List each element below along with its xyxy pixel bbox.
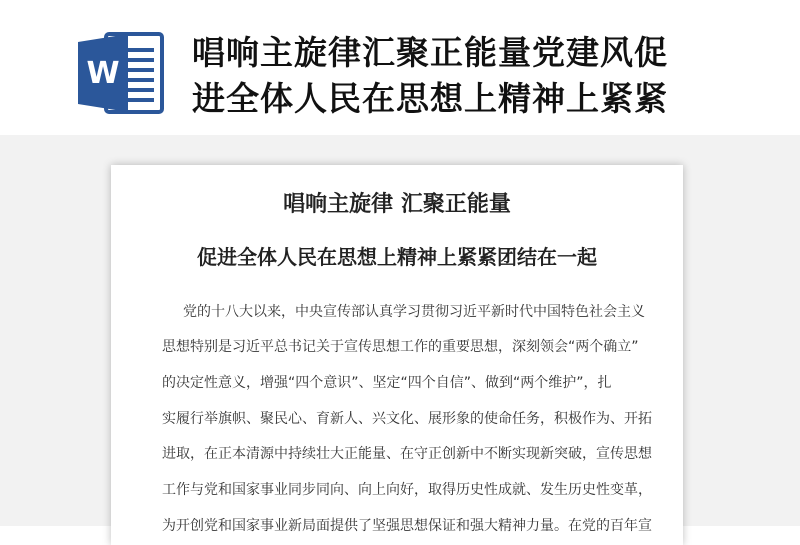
paragraph-line-5: 进取，在正本清源中持续壮大正能量、在守正创新中不断实现新突破，宣传思想 xyxy=(162,446,652,462)
banner-title-line-1: 唱响主旋律汇聚正能量党建风促 xyxy=(192,33,668,72)
document-subtitle: 促进全体人民在思想上精神上紧紧团结在一起 xyxy=(197,245,597,269)
banner xyxy=(0,0,800,135)
banner-title xyxy=(192,30,712,122)
document-page xyxy=(111,165,683,545)
paragraph-line-2: 思想特别是习近平总书记关于宣传思想工作的重要思想，深刻领会“两个确立” xyxy=(162,339,639,355)
word-icon-letter: W xyxy=(86,56,120,91)
word-icon xyxy=(76,32,164,114)
paragraph-line-7: 为开创党和国家事业新局面提供了坚强思想保证和强大精神力量。在党的百年宣 xyxy=(162,518,652,534)
paragraph-line-4: 实履行举旗帜、聚民心、育新人、兴文化、展形象的使命任务，积极作为、开拓 xyxy=(162,411,652,427)
paragraph-line-3: 的决定性意义，增强“四个意识”、坚定“四个自信”、做到“两个维护”，扎 xyxy=(162,375,612,391)
banner-title-line-2: 进全体人民在思想上精神上紧紧 xyxy=(192,79,668,118)
paragraph-line-1: 党的十八大以来，中央宣传部认真学习贯彻习近平新时代中国特色社会主义 xyxy=(183,304,645,320)
paragraph-line-6: 工作与党和国家事业同步同向、向上向好，取得历史性成就、发生历史性变革， xyxy=(162,482,652,498)
document-title: 唱响主旋律 汇聚正能量 xyxy=(283,192,511,217)
